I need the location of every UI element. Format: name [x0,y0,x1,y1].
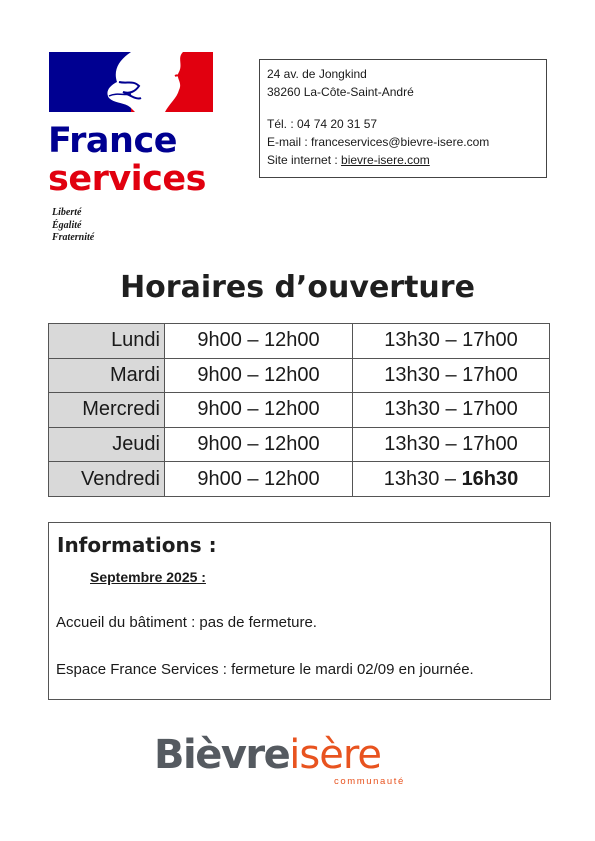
brand-name-france: France [48,121,177,161]
day-cell: Lundi [49,324,165,359]
info-closure-notice: Espace France Services : fermeture le mardi 02/09 en journée. [56,661,474,678]
bievre-isere-wordmark [154,730,381,780]
day-cell: Vendredi [49,462,165,497]
afternoon-hours-cell: 13h30 – 17h00 [353,393,550,428]
brand-name-services: services [48,159,206,199]
table-row [49,427,550,462]
table-row [49,324,550,359]
table-row [49,358,550,393]
website-label: Site internet : [267,153,342,167]
marianne-profile-icon [79,52,191,112]
marianne-logo [49,52,213,112]
afternoon-hours-cell: 13h30 – 17h00 [353,427,550,462]
afternoon-hours-cell [353,462,550,497]
bievre-isere-logo [154,730,444,790]
logo-word-bievre: Bièvre [154,732,290,778]
info-building-notice: Accueil du bâtiment : pas de fermeture. [56,614,317,631]
afternoon-hours-cell: 13h30 – 17h00 [353,358,550,393]
email-address[interactable]: E-mail : franceservices@bievre-isere.com [267,135,490,149]
morning-hours-cell: 9h00 – 12h00 [165,324,353,359]
logo-tagline: communauté [334,776,405,787]
republic-motto [52,207,94,245]
website-link[interactable]: bievre-isere.com [341,153,430,167]
day-cell: Mardi [49,358,165,393]
motto-egalite: Égalité [52,219,82,231]
address-line-2: 38260 La-Côte-Saint-André [267,85,414,99]
page-title: Horaires d’ouverture [120,270,475,305]
info-period: Septembre 2025 : [90,569,206,585]
morning-hours-cell: 9h00 – 12h00 [165,462,353,497]
motto-liberte: Liberté [52,207,82,218]
day-cell: Jeudi [49,427,165,462]
day-cell: Mercredi [49,393,165,428]
address-line-1: 24 av. de Jongkind [267,67,367,81]
opening-hours-table [48,323,550,497]
afternoon-start: 13h30 – [383,467,462,490]
afternoon-hours-cell: 13h30 – 17h00 [353,324,550,359]
motto-fraternite: Fraternité [52,232,95,243]
info-title: Informations : [57,533,217,557]
morning-hours-cell: 9h00 – 12h00 [165,393,353,428]
table-row [49,462,550,497]
contact-box [259,59,547,178]
phone-number: Tél. : 04 74 20 31 57 [267,117,378,131]
table-row [49,393,550,428]
information-box [48,522,551,700]
logo-word-isere: isère [289,732,382,778]
afternoon-end-highlight: 16h30 [461,467,519,490]
morning-hours-cell: 9h00 – 12h00 [165,427,353,462]
morning-hours-cell: 9h00 – 12h00 [165,358,353,393]
website-line [267,151,539,169]
